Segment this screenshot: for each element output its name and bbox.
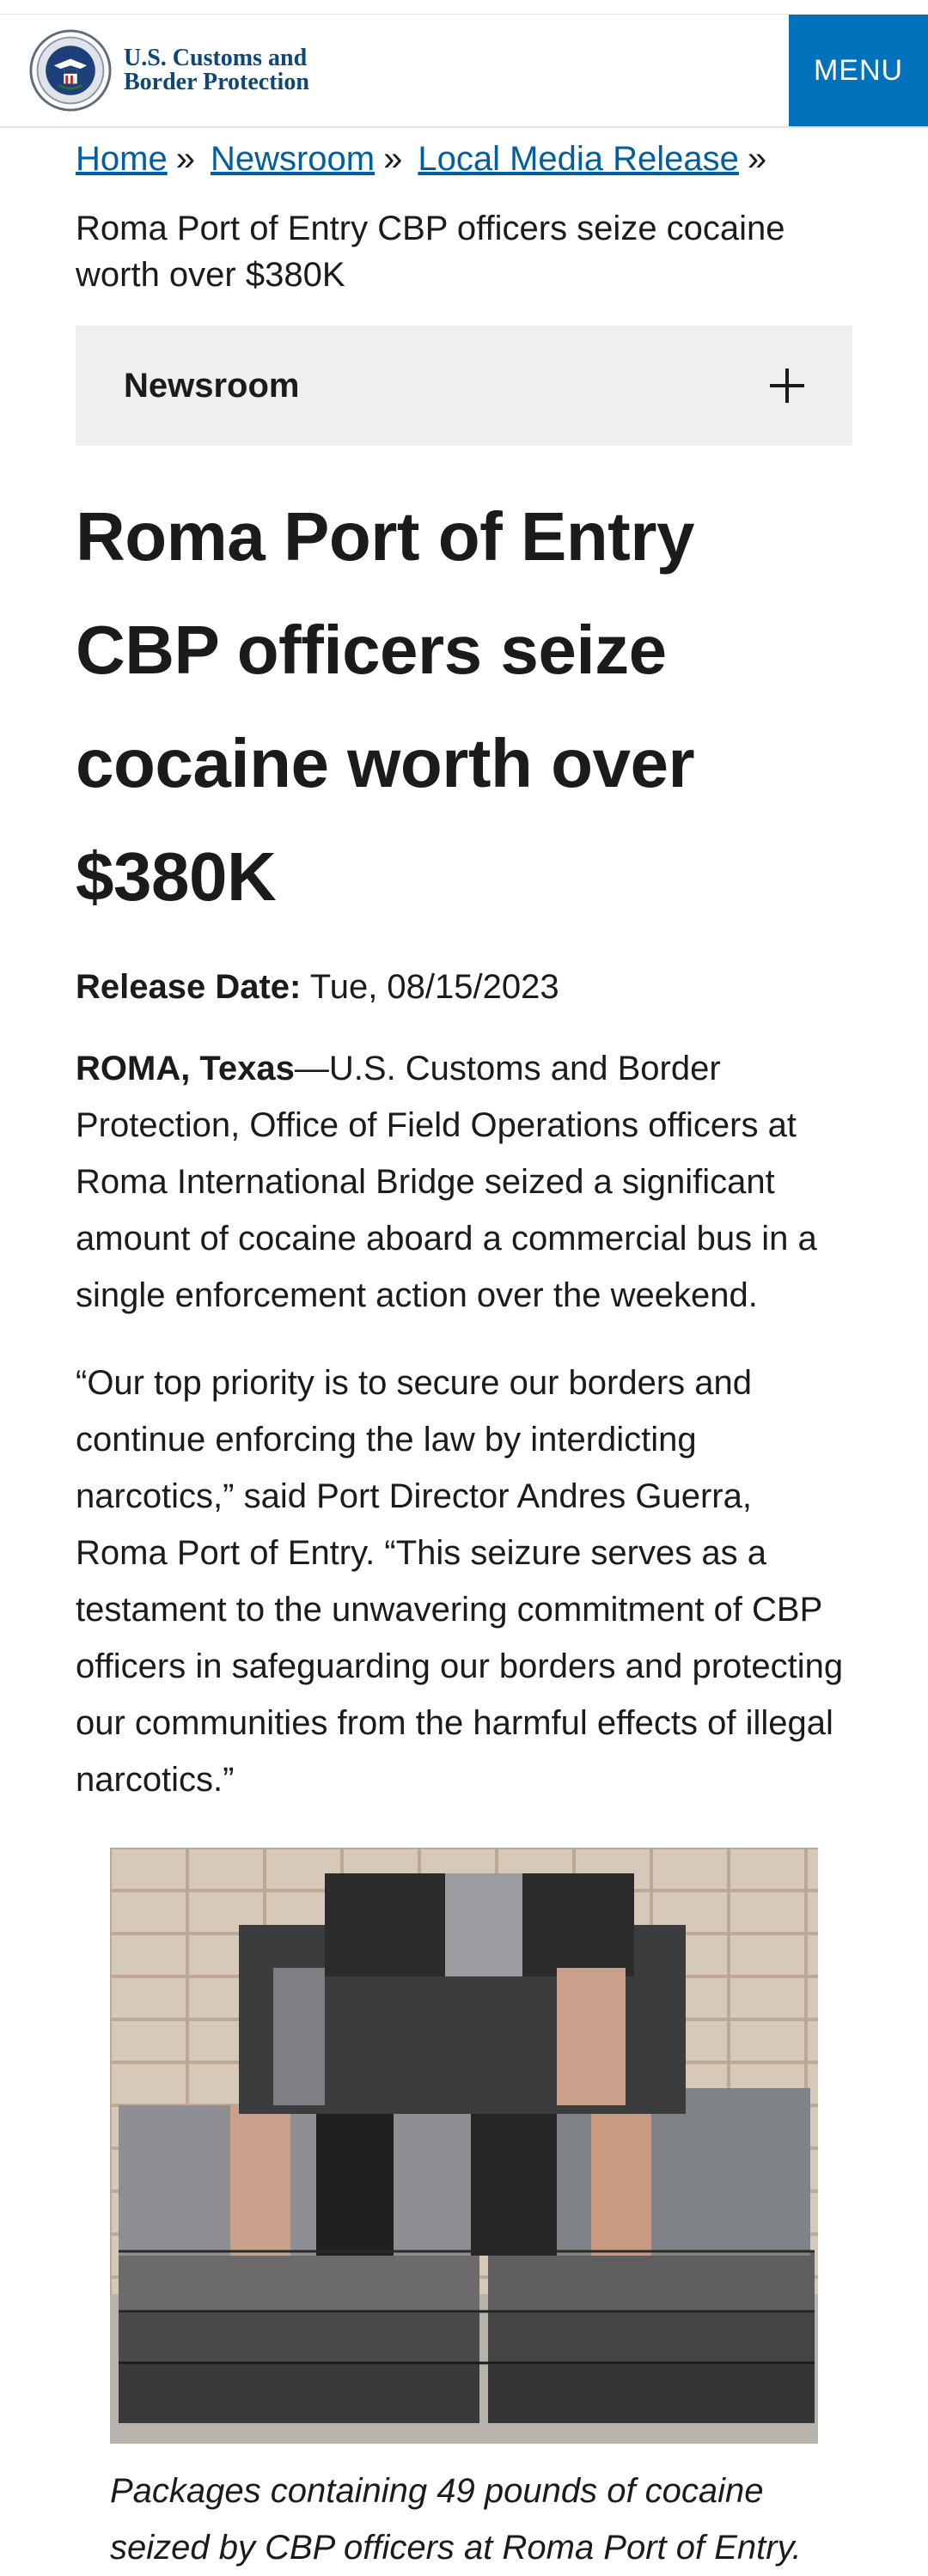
- newsroom-accordion-toggle[interactable]: [76, 326, 852, 446]
- release-date: [76, 965, 852, 1009]
- plus-icon: [770, 368, 804, 403]
- main-content: [0, 137, 928, 2576]
- top-strip: [0, 0, 928, 15]
- menu-button[interactable]: MENU: [789, 15, 928, 126]
- dateline: ROMA, Texas: [76, 1050, 295, 1087]
- release-date-label: Release Date:: [76, 968, 302, 1006]
- page-title: Roma Port of Entry CBP officers seize cocaine worth over $380K: [76, 498, 695, 915]
- agency-name: [124, 46, 309, 94]
- seizure-photo-figure: [76, 1848, 852, 2576]
- breadcrumb: [76, 137, 852, 181]
- photo-caption: Packages containing 49 pounds of cocaine seized by CBP officers at Roma Port of Entry.: [110, 2472, 802, 2567]
- accordion-title: Newsroom: [124, 366, 300, 405]
- article-paragraph-2: “Our top priority is to secure our borders and continue enforcing the law by interdicting narcotics,” said Port Director Andres Guerra, Roma Port of Entry. “This seizure serves as a testament to the unwavering commitment of CBP officers in safeguarding our borders and protecting our communities from the harmful effects of illegal narcotics.”: [76, 1364, 844, 1799]
- breadcrumb-separator: »: [383, 140, 403, 178]
- paragraph-1-text: —U.S. Customs and Border Protection, Office of Field Operations officers at Roma International Bridge seized a significant amount of cocaine aboard a commercial bus in a single enforcement action over the weekend.: [76, 1050, 817, 1314]
- agency-name-line2: Border Protection: [124, 69, 309, 95]
- breadcrumb-newsroom-link[interactable]: Newsroom: [210, 140, 375, 178]
- agency-name-line1: U.S. Customs and: [124, 45, 308, 71]
- breadcrumb-separator: »: [747, 140, 767, 178]
- cbp-logo-link[interactable]: [0, 29, 309, 112]
- breadcrumb-current-page: Roma Port of Entry CBP officers seize cocaine worth over $380K: [76, 210, 785, 294]
- site-header: [0, 15, 928, 128]
- breadcrumb-separator: »: [175, 140, 195, 178]
- article-paragraph-1: [76, 1040, 852, 1324]
- breadcrumb-local-media-release-link[interactable]: Local Media Release: [418, 140, 739, 178]
- seizure-photo: [110, 1848, 818, 2444]
- breadcrumb-home-link[interactable]: Home: [76, 140, 168, 178]
- dhs-seal-icon: [29, 29, 112, 112]
- release-date-value: Tue, 08/15/2023: [309, 968, 559, 1006]
